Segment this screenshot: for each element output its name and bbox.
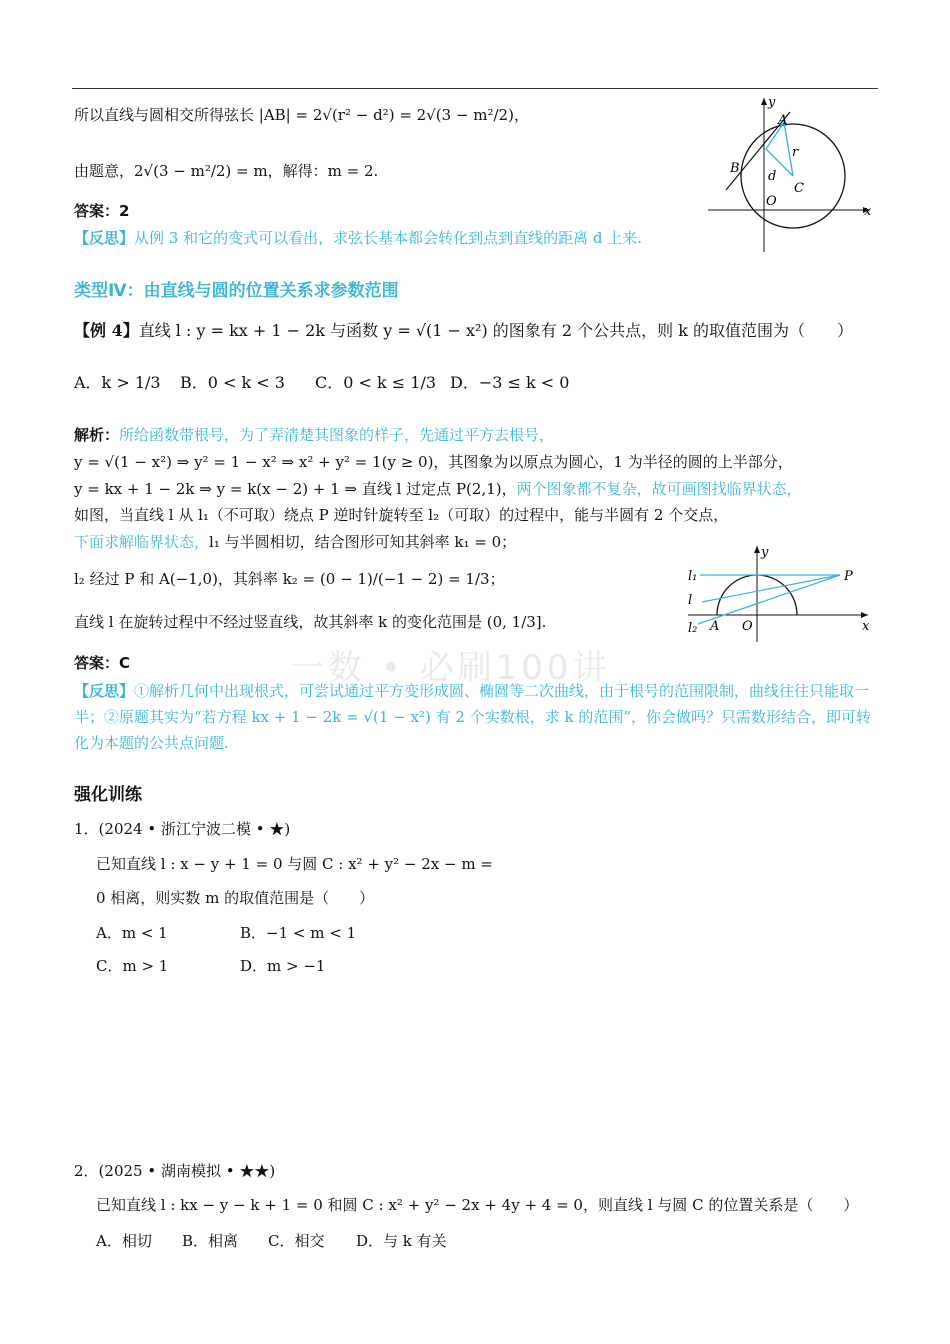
analysis-line-1: y = √(1 − x²) ⇒ y² = 1 − x² ⇒ x² + y² = 1(y ≥ 0)，其图象为以原点为圆心，1 为半径的圆的上半部分， — [74, 453, 793, 471]
label-a2: A — [710, 619, 720, 634]
label-p: P — [844, 569, 853, 584]
q2-head: 2．(2025 • 湖南模拟 • ★★) — [74, 1162, 276, 1180]
analysis-hint: 所给函数带根号，为了弄清楚其图象的样子，先通过平方去根号， — [119, 426, 555, 444]
label-y2: y — [761, 545, 769, 560]
q1-head: 1．(2024 • 浙江宁波二模 • ★) — [74, 820, 291, 838]
figure-circle-chord — [700, 92, 880, 262]
analysis-head — [74, 424, 554, 445]
q1-line1: 已知直线 l : x − y + 1 = 0 与圆 C : x² + y² − 2x − m = — [96, 855, 493, 873]
option-d: D．−3 ≤ k < 0 — [450, 373, 570, 392]
q1-option-d: D．m > −1 — [240, 957, 326, 975]
y-arrow-2 — [754, 546, 760, 553]
label-d: d — [768, 169, 777, 184]
analysis-line-2b: 两个图象都不复杂，故可画图找临界状态， — [516, 480, 802, 498]
analysis-line-4 — [74, 531, 516, 552]
q2-option-b: B．相离 — [182, 1232, 239, 1250]
q1-line2: 0 相离，则实数 m 的取值范围是（ ） — [96, 889, 375, 907]
q2-line1: 已知直线 l : kx − y − k + 1 = 0 和圆 C : x² + y² − 2x + 4y + 4 = 0，则直线 l 与圆 C 的位置关系是（ ） — [96, 1196, 859, 1214]
q1-option-a: A．m < 1 — [96, 924, 168, 942]
reflection-text: 从例 3 和它的变式可以看出，求弦长基本都会转化到点到直线的距离 d 上来. — [134, 229, 643, 247]
label-l1: l₁ — [688, 569, 698, 584]
answer-1: 答案：2 — [74, 202, 130, 220]
label-c: C — [794, 181, 804, 196]
analysis-line-3: 如图，当直线 l 从 l₁（不可取）绕点 P 逆时针旋转至 l₂（可取）的过程中，能与半圆有 2 个交点， — [74, 506, 729, 524]
reflection-4-tag: 【反思】 — [74, 682, 135, 700]
label-b: B — [730, 161, 740, 176]
top-rule — [72, 88, 878, 89]
q1-option-b: B．−1 < m < 1 — [240, 924, 357, 942]
chord-length-line: 所以直线与圆相交所得弦长 |AB| = 2√(r² − d²) = 2√(3 − m²/2)， — [74, 106, 529, 124]
analysis-line-2 — [74, 478, 802, 499]
analysis-line-5: l₂ 经过 P 和 A(−1,0)，其斜率 k₂ = (0 − 1)/(−1 − 2) = 1/3； — [74, 570, 505, 588]
x-arrow-2 — [861, 612, 868, 618]
label-l: l — [688, 593, 693, 608]
option-b: B．0 < k < 3 — [180, 373, 285, 392]
q2-option-d: D．与 k 有关 — [356, 1232, 447, 1250]
training-title: 强化训练 — [74, 785, 142, 805]
q2-option-a: A．相切 — [96, 1232, 152, 1250]
equation-line: 由题意，2√(3 − m²/2) = m，解得：m = 2. — [74, 162, 379, 180]
example-text: 直线 l : y = kx + 1 − 2k 与函数 y = √(1 − x²) 的图象有 2 个公共点，则 k 的取值范围为（ ） — [138, 321, 854, 340]
q1-option-c: C．m > 1 — [96, 957, 169, 975]
example-4 — [74, 318, 853, 341]
section-title: 类型Ⅳ：由直线与圆的位置关系求参数范围 — [74, 281, 399, 301]
option-a: A．k > 1/3 — [74, 373, 161, 392]
label-a: A — [778, 113, 788, 128]
watermark: 一数 • 必刷100讲 — [290, 648, 611, 688]
label-x2: x — [862, 619, 870, 634]
label-o: O — [766, 194, 777, 209]
y-arrow — [761, 98, 767, 105]
line-l — [702, 575, 840, 602]
reflection-tag: 【反思】 — [74, 229, 135, 247]
q2-option-c: C．相交 — [268, 1232, 325, 1250]
figure-semicircle — [680, 540, 875, 650]
label-r: r — [792, 145, 799, 160]
analysis-line-2a: y = kx + 1 − 2k ⇒ y = k(x − 2) + 1 ⇒ 直线 l 过定点 P(2,1)， — [74, 480, 517, 498]
answer-4: 答案：C — [74, 654, 131, 672]
analysis-line-4b: l₁ 与半圆相切，结合图形可知其斜率 k₁ = 0； — [209, 533, 517, 551]
reflection-4-text: ①解析几何中出现根式，可尝试通过平方变形成圆、椭圆等二次曲线，由于根号的范围限制，曲线往往只能取一半；②原题其实为“若方程 kx + 1 − 2k = √(1 − x²) 有 2 个实数根，求 k 的范围”，你会做吗？只需数形结合，即可转化为本题的公共点问题. — [74, 682, 872, 752]
label-o2: O — [742, 619, 753, 634]
label-y: y — [768, 95, 776, 110]
reflection-4 — [74, 678, 880, 756]
option-c: C．0 < k ≤ 1/3 — [315, 373, 437, 392]
example-tag: 【例 4】 — [74, 321, 139, 340]
label-x: x — [864, 204, 872, 219]
analysis-line-4a: 下面求解临界状态， — [74, 533, 210, 551]
label-l2: l₂ — [688, 621, 698, 636]
analysis-tag: 解析： — [74, 426, 120, 444]
reflection-1 — [74, 227, 642, 248]
analysis-line-6: 直线 l 在旋转过程中不经过竖直线，故其斜率 k 的变化范围是 (0, 1/3]. — [74, 613, 547, 631]
